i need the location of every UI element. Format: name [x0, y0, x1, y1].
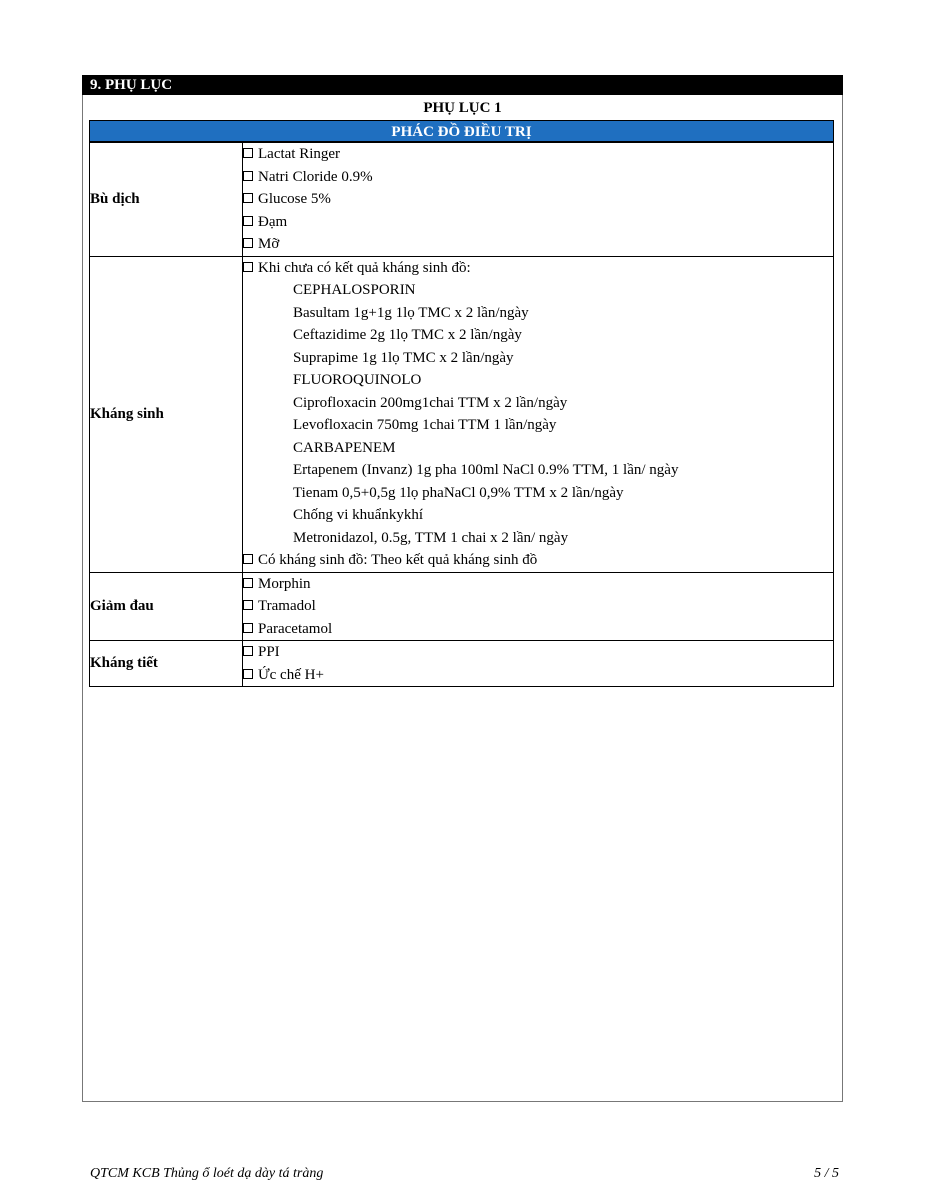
regimen-line: Ceftazidime 2g 1lọ TMC x 2 lần/ngày: [293, 327, 522, 343]
checkbox-icon[interactable]: [243, 171, 253, 181]
row-label-fluids: Bù dịch: [90, 143, 243, 257]
fluids-options: [243, 143, 834, 257]
checkbox-icon[interactable]: [243, 148, 253, 158]
row-label-pain: Giảm đau: [90, 572, 243, 641]
row-label-antisecretory: Kháng tiết: [90, 641, 243, 687]
row-label-antibiotics: Kháng sinh: [90, 256, 243, 572]
regimen-line: FLUOROQUINOLO: [293, 372, 422, 388]
antibiotics-options: [243, 256, 834, 572]
option-item[interactable]: Khi chưa có kết quả kháng sinh đồ:: [243, 257, 833, 280]
antisecretory-options: [243, 641, 834, 687]
checkbox-icon[interactable]: [243, 193, 253, 203]
appendix-title: PHỤ LỤC 1: [423, 100, 502, 116]
plan-title-bar: PHÁC ĐỒ ĐIỀU TRỊ: [89, 120, 834, 142]
checkbox-icon[interactable]: [243, 262, 253, 272]
regimen-line: Levofloxacin 750mg 1chai TTM 1 lần/ngày: [293, 417, 557, 433]
checkbox-icon[interactable]: [243, 554, 253, 564]
pain-options: [243, 572, 834, 641]
checkbox-icon[interactable]: [243, 623, 253, 633]
checkbox-icon[interactable]: [243, 238, 253, 248]
regimen-line: Ciprofloxacin 200mg1chai TTM x 2 lần/ngày: [293, 394, 568, 411]
option-item[interactable]: Có kháng sinh đồ: Theo kết quả kháng sinh đồ: [243, 549, 833, 572]
option-item[interactable]: Morphin: [243, 573, 833, 596]
checkbox-icon[interactable]: [243, 669, 253, 679]
treatment-plan-table: [89, 142, 834, 687]
row-antibiotics: [90, 256, 834, 572]
section-header: 9. PHỤ LỤC: [82, 75, 843, 95]
regimen-line: Chống vi khuẩnkykhí: [293, 507, 423, 523]
regimen-line: Ertapenem (Invanz) 1g pha 100ml NaCl 0.9% TTM, 1 lần/ ngày: [293, 462, 679, 478]
option-item[interactable]: Ức chế H+: [243, 664, 833, 687]
option-item[interactable]: Mỡ: [243, 233, 833, 256]
option-item[interactable]: PPI: [243, 641, 833, 664]
regimen-line: CEPHALOSPORIN: [293, 282, 416, 298]
option-item[interactable]: Paracetamol: [243, 618, 833, 641]
option-item[interactable]: Glucose 5%: [243, 188, 833, 211]
row-pain: [90, 572, 834, 641]
checkbox-icon[interactable]: [243, 216, 253, 226]
option-item[interactable]: Lactat Ringer: [243, 143, 833, 166]
regimen-line: Suprapime 1g 1lọ TMC x 2 lần/ngày: [293, 349, 514, 366]
row-antisecretory: [90, 641, 834, 687]
footer-page-number: 5 / 5: [814, 1166, 839, 1181]
regimen-line: CARBAPENEM: [293, 439, 396, 456]
footer-doc-title: QTCM KCB Thủng ổ loét dạ dày tá tràng: [90, 1166, 324, 1181]
checkbox-icon[interactable]: [243, 600, 253, 610]
regimen-line: Basultam 1g+1g 1lọ TMC x 2 lần/ngày: [293, 304, 529, 321]
option-item[interactable]: Đạm: [243, 211, 833, 234]
regimen-line: Tienam 0,5+0,5g 1lọ phaNaCl 0,9% TTM x 2 lần/ngày: [293, 484, 624, 501]
checkbox-icon[interactable]: [243, 578, 253, 588]
option-item[interactable]: Natri Cloride 0.9%: [243, 166, 833, 189]
option-item[interactable]: Tramadol: [243, 595, 833, 618]
checkbox-icon[interactable]: [243, 646, 253, 656]
regimen-line: Metronidazol, 0.5g, TTM 1 chai x 2 lần/ ngày: [293, 529, 569, 546]
row-fluids: [90, 143, 834, 257]
